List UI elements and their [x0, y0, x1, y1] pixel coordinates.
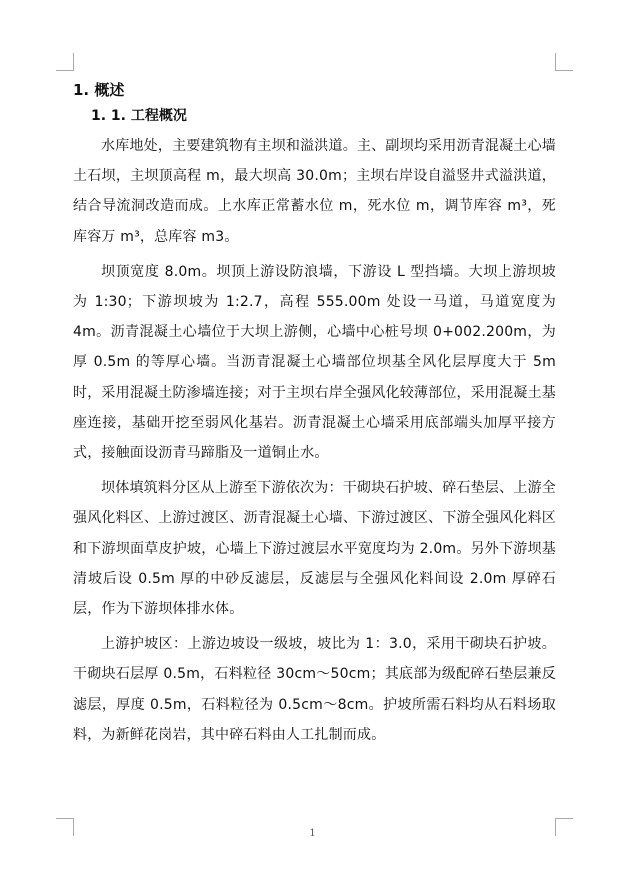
crop-mark-top-right	[555, 53, 573, 71]
section-heading: 1. 概述	[73, 81, 125, 99]
subsection-heading: 1. 1. 工程概况	[91, 108, 187, 124]
document-body	[73, 78, 556, 750]
page-number: 1	[309, 828, 316, 839]
paragraph-reservoir-overview: 水库地处，主要建筑物有主坝和溢洪道。主、副坝均采用沥青混凝土心墙土石坝，主坝顶高程 m，最大坝高 30.0m；主坝右岸设自溢竖井式溢洪道，结合导流洞改造而成。上水库正常蓄水位 m，死水位 m，调节库容 m³，死库容万 m³，总库容 m3。	[73, 138, 556, 245]
paragraph-fill-zoning: 坝体填筑料分区从上游至下游依次为：干砌块石护坡、碎石垫层、上游全强风化料区、上游过渡区、沥青混凝土心墙、下游过渡区、下游全强风化料区和下游坝面草皮护坡，心墙上下游过渡层水平宽度均为 2.0m。另外下游坝基清坡后设 0.5m 厚的中砂反滤层，反滤层与全强风化料间设 2.0m 厚碎石层，作为下游坝体排水体。	[73, 480, 556, 618]
crop-mark-top-left	[56, 53, 74, 71]
paragraph-upstream-slope-protection: 上游护坡区：上游边坡设一级坡，坡比为 1：3.0，采用干砌块石护坡。干砌块石层厚 0.5m，石料粒径 30cm～50cm；其底部为级配碎石垫层兼反滤层，厚度 0.5m，石料粒径为 0.5cm～8cm。护坡所需石料均从石料场取料，为新鲜花岗岩，其中碎石料由人工扎制而成。	[73, 636, 556, 743]
paragraph-dam-crest: 坝顶宽度 8.0m。坝顶上游设防浪墙，下游设 L 型挡墙。大坝上游坝坡为 1:30；下游坝坡为 1:2.7，高程 555.00m 处设一马道，马道宽度为 4m。沥青混凝土心墙位于大坝上游侧，心墙中心桩号坝 0+002.200m，为厚 0.5m 的等厚心墙。当沥青混凝土心墙部位坝基全风化层厚度大于 5m 时，采用混凝土防渗墙连接；对于主坝右岸全强风化较薄部位，采用混凝土基座连接，基础开挖至弱风化基岩。沥青混凝土心墙采用底部端头加厚平接方式，接触面设沥青马蹄脂及一道铜止水。	[73, 263, 556, 462]
